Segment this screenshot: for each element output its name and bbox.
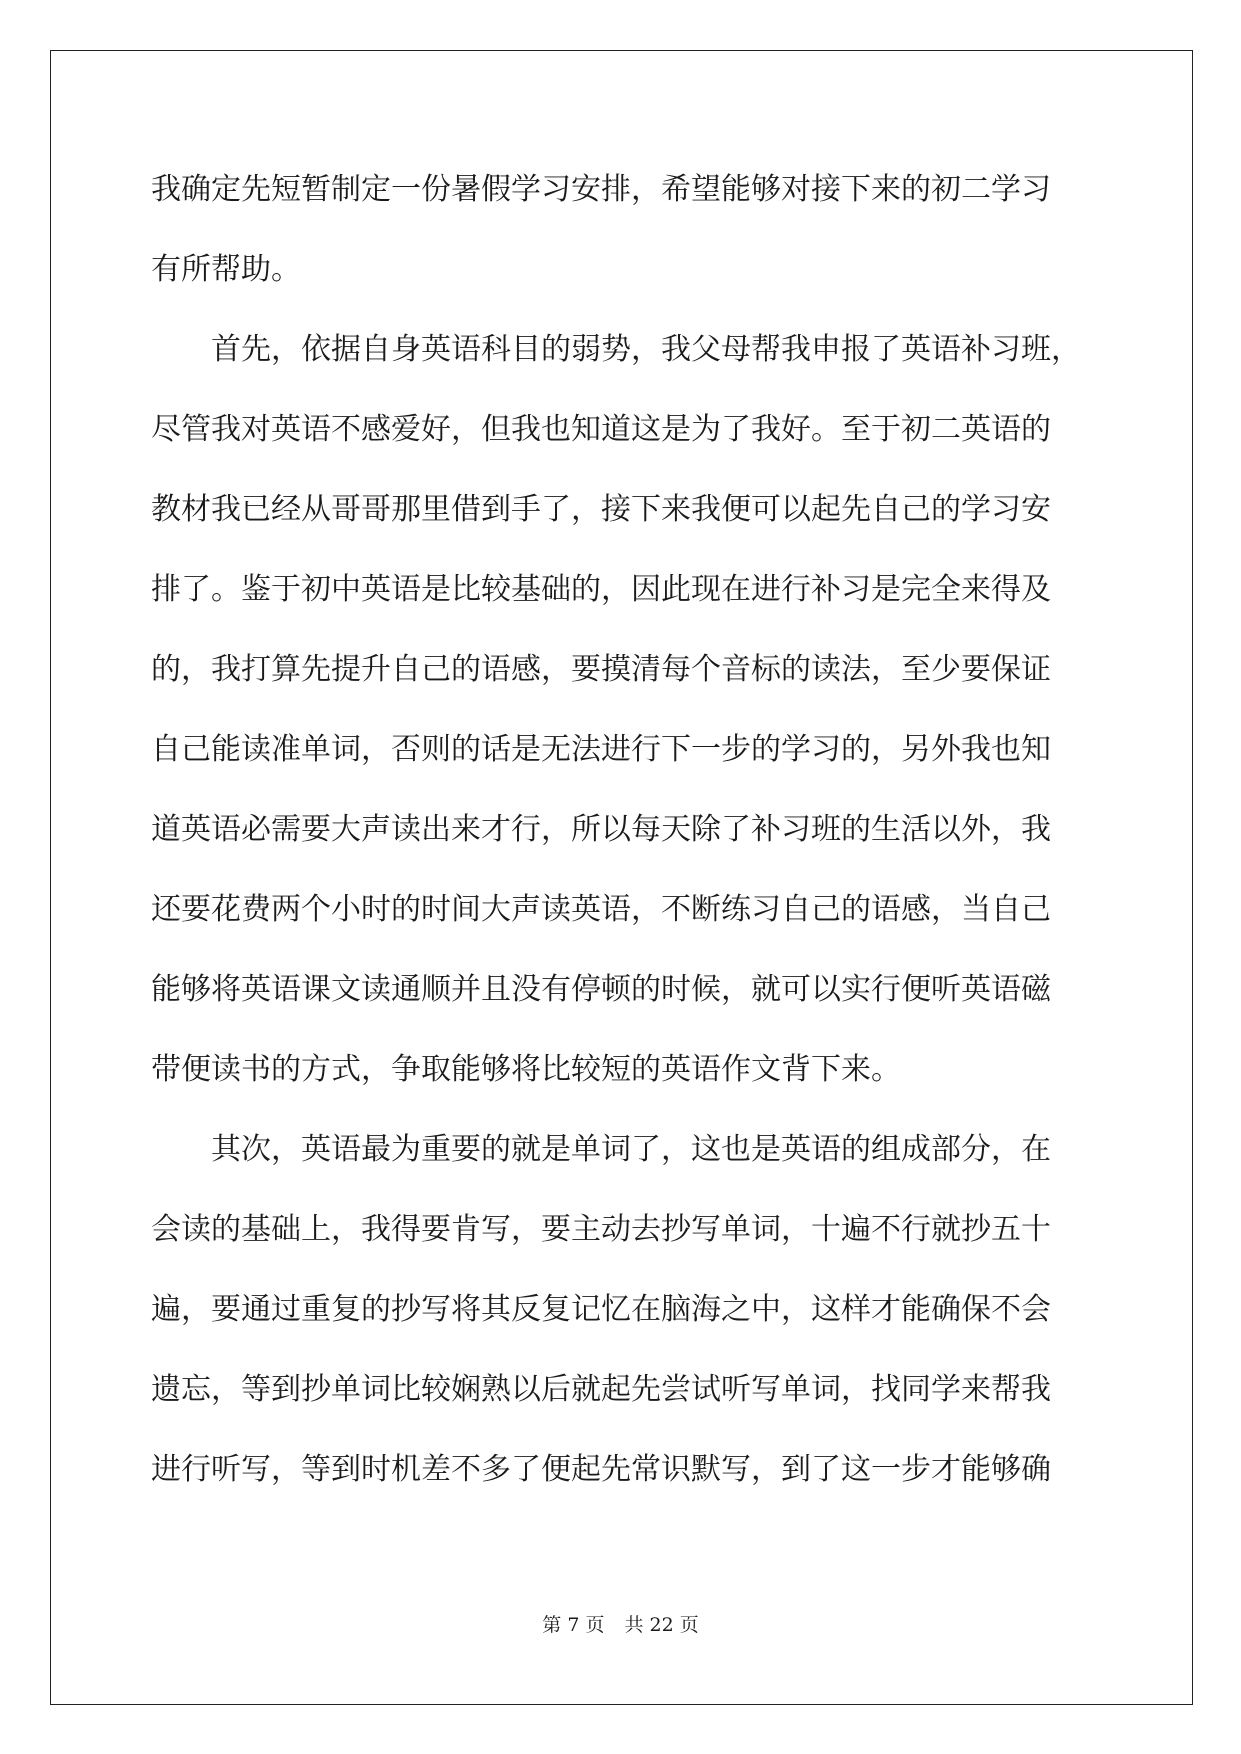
text-line: 带便读书的方式，争取能够将比较短的英语作文背下来。 <box>151 1052 901 1087</box>
text-line: 遗忘，等到抄单词比较娴熟以后就起先尝试听写单词，找同学来帮我 <box>151 1372 1051 1407</box>
text-line: 会读的基础上，我得要肯写，要主动去抄写单词，十遍不行就抄五十 <box>151 1212 1051 1247</box>
text-line: 的，我打算先提升自己的语感，要摸清每个音标的读法，至少要保证 <box>151 652 1051 687</box>
text-line: 还要花费两个小时的时间大声读英语，不断练习自己的语感，当自己 <box>151 892 1051 927</box>
text-line: 首先，依据自身英语科目的弱势，我父母帮我申报了英语补习班， <box>151 332 1081 367</box>
text-line: 尽管我对英语不感爱好，但我也知道这是为了我好。至于初二英语的 <box>151 412 1051 447</box>
page-footer <box>0 1610 1241 1637</box>
page-number: 第 7 页 <box>542 1614 605 1636</box>
body-text <box>151 150 1091 1510</box>
text-line: 道英语必需要大声读出来才行，所以每天除了补习班的生活以外，我 <box>151 812 1051 847</box>
text-line: 有所帮助。 <box>151 252 301 287</box>
text-line: 我确定先短暂制定一份暑假学习安排，希望能够对接下来的初二学习 <box>151 172 1051 207</box>
text-line: 进行听写，等到时机差不多了便起先常识默写，到了这一步才能够确 <box>151 1452 1051 1487</box>
text-line: 排了。鉴于初中英语是比较基础的，因此现在进行补习是完全来得及 <box>151 572 1051 607</box>
text-line: 能够将英语课文读通顺并且没有停顿的时候，就可以实行便听英语磁 <box>151 972 1051 1007</box>
text-line: 自己能读准单词，否则的话是无法进行下一步的学习的，另外我也知 <box>151 732 1051 767</box>
page-total: 共 22 页 <box>624 1614 699 1636</box>
text-line: 其次，英语最为重要的就是单词了，这也是英语的组成部分，在 <box>151 1132 1051 1167</box>
text-line: 遍，要通过重复的抄写将其反复记忆在脑海之中，这样才能确保不会 <box>151 1292 1051 1327</box>
text-line: 教材我已经从哥哥那里借到手了，接下来我便可以起先自己的学习安 <box>151 492 1051 527</box>
